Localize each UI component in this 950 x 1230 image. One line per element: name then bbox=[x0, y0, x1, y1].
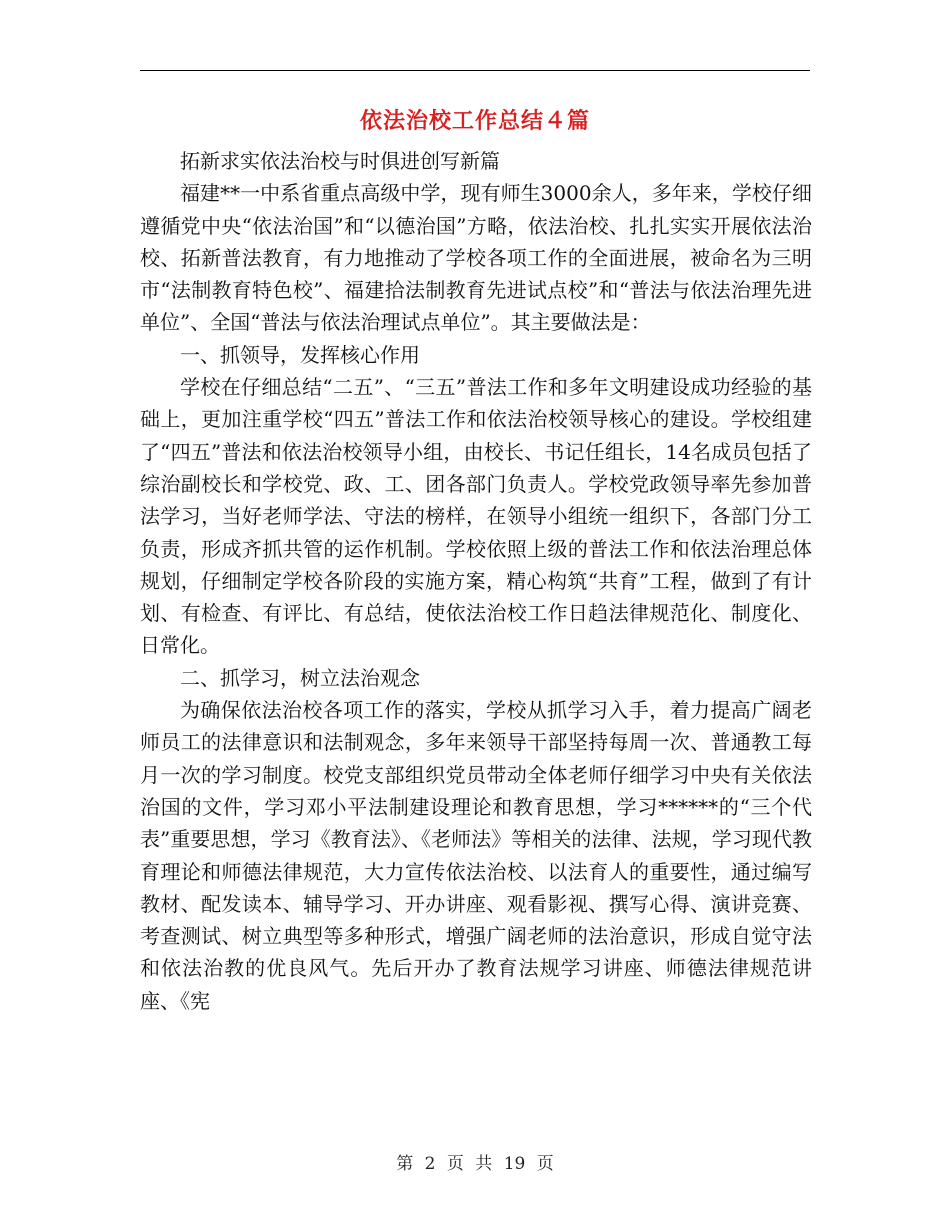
section-heading-study: 二、抓学习，树立法治观念 bbox=[180, 665, 420, 690]
intro-paragraph: 福建**一中系省重点高级中学，现有师生3000余人，多年来，学校仔细遵循党中央“依法治国”和“以德治国”方略，依法治校、扎扎实实开展依法治校、拓新普法教育，有力地推动了学校各项工作的全面进展，被命名为三明市“法制教育特色校”、福建拾法制教育先进试点校”和“普法与依法治理先进单位”、全国“普法与依法治理试点单位”。其主要做法是： bbox=[140, 181, 812, 335]
section-heading-leadership: 一、抓领导，发挥核心作用 bbox=[180, 342, 420, 367]
leadership-paragraph: 学校在仔细总结“二五”、“三五”普法工作和多年文明建设成功经验的基础上，更加注重学校“四五”普法工作和依法治校领导核心的建设。学校组建了“四五”普法和依法治校领导小组，由校长、书记任组长，14名成员包括了综治副校长和学校党、政、工、团各部门负责人。学校党政领导率先参加普法学习，当好老师学法、守法的榜样，在领导小组统一组织下，各部门分工负责，形成齐抓共管的运作机制。学校依照上级的普法工作和依法治理总体规划，仔细制定学校各阶段的实施方案，精心构筑“共育”工程，做到了有计划、有检查、有评比、有总结，使依法治校工作日趋法律规范化、制度化、日常化。 bbox=[140, 375, 812, 658]
subtitle-paragraph: 拓新求实依法治校与时俱进创写新篇 bbox=[180, 149, 500, 173]
document-body bbox=[140, 145, 812, 1017]
document-title: 依法治校工作总结４篇 bbox=[359, 109, 590, 134]
header-rule bbox=[140, 70, 810, 71]
study-paragraph: 为确保依法治校各项工作的落实，学校从抓学习入手，着力提高广阔老师员工的法律意识和法制观念，多年来领导干部坚持每周一次、普通教工每月一次的学习制度。校党支部组织党员带动全体老师仔细学习中央有关依法治国的文件，学习邓小平法制建设理论和教育思想，学习******的“三个代表”重要思想，学习《教育法》、《老师法》等相关的法律、法规，学习现代教育理论和师德法律规范，大力宣传依法治校、以法育人的重要性，通过编写教材、配发读本、辅导学习、开办讲座、观看影视、撰写心得、演讲竞赛、考查测试、树立典型等多种形式，增强广阔老师的法治意识，形成自觉守法和依法治教的优良风气。先后开办了教育法规学习讲座、师德法律规范讲座、《宪 bbox=[140, 698, 812, 1013]
page-number-footer: 第 2 页 共 19 页 bbox=[396, 1154, 554, 1174]
